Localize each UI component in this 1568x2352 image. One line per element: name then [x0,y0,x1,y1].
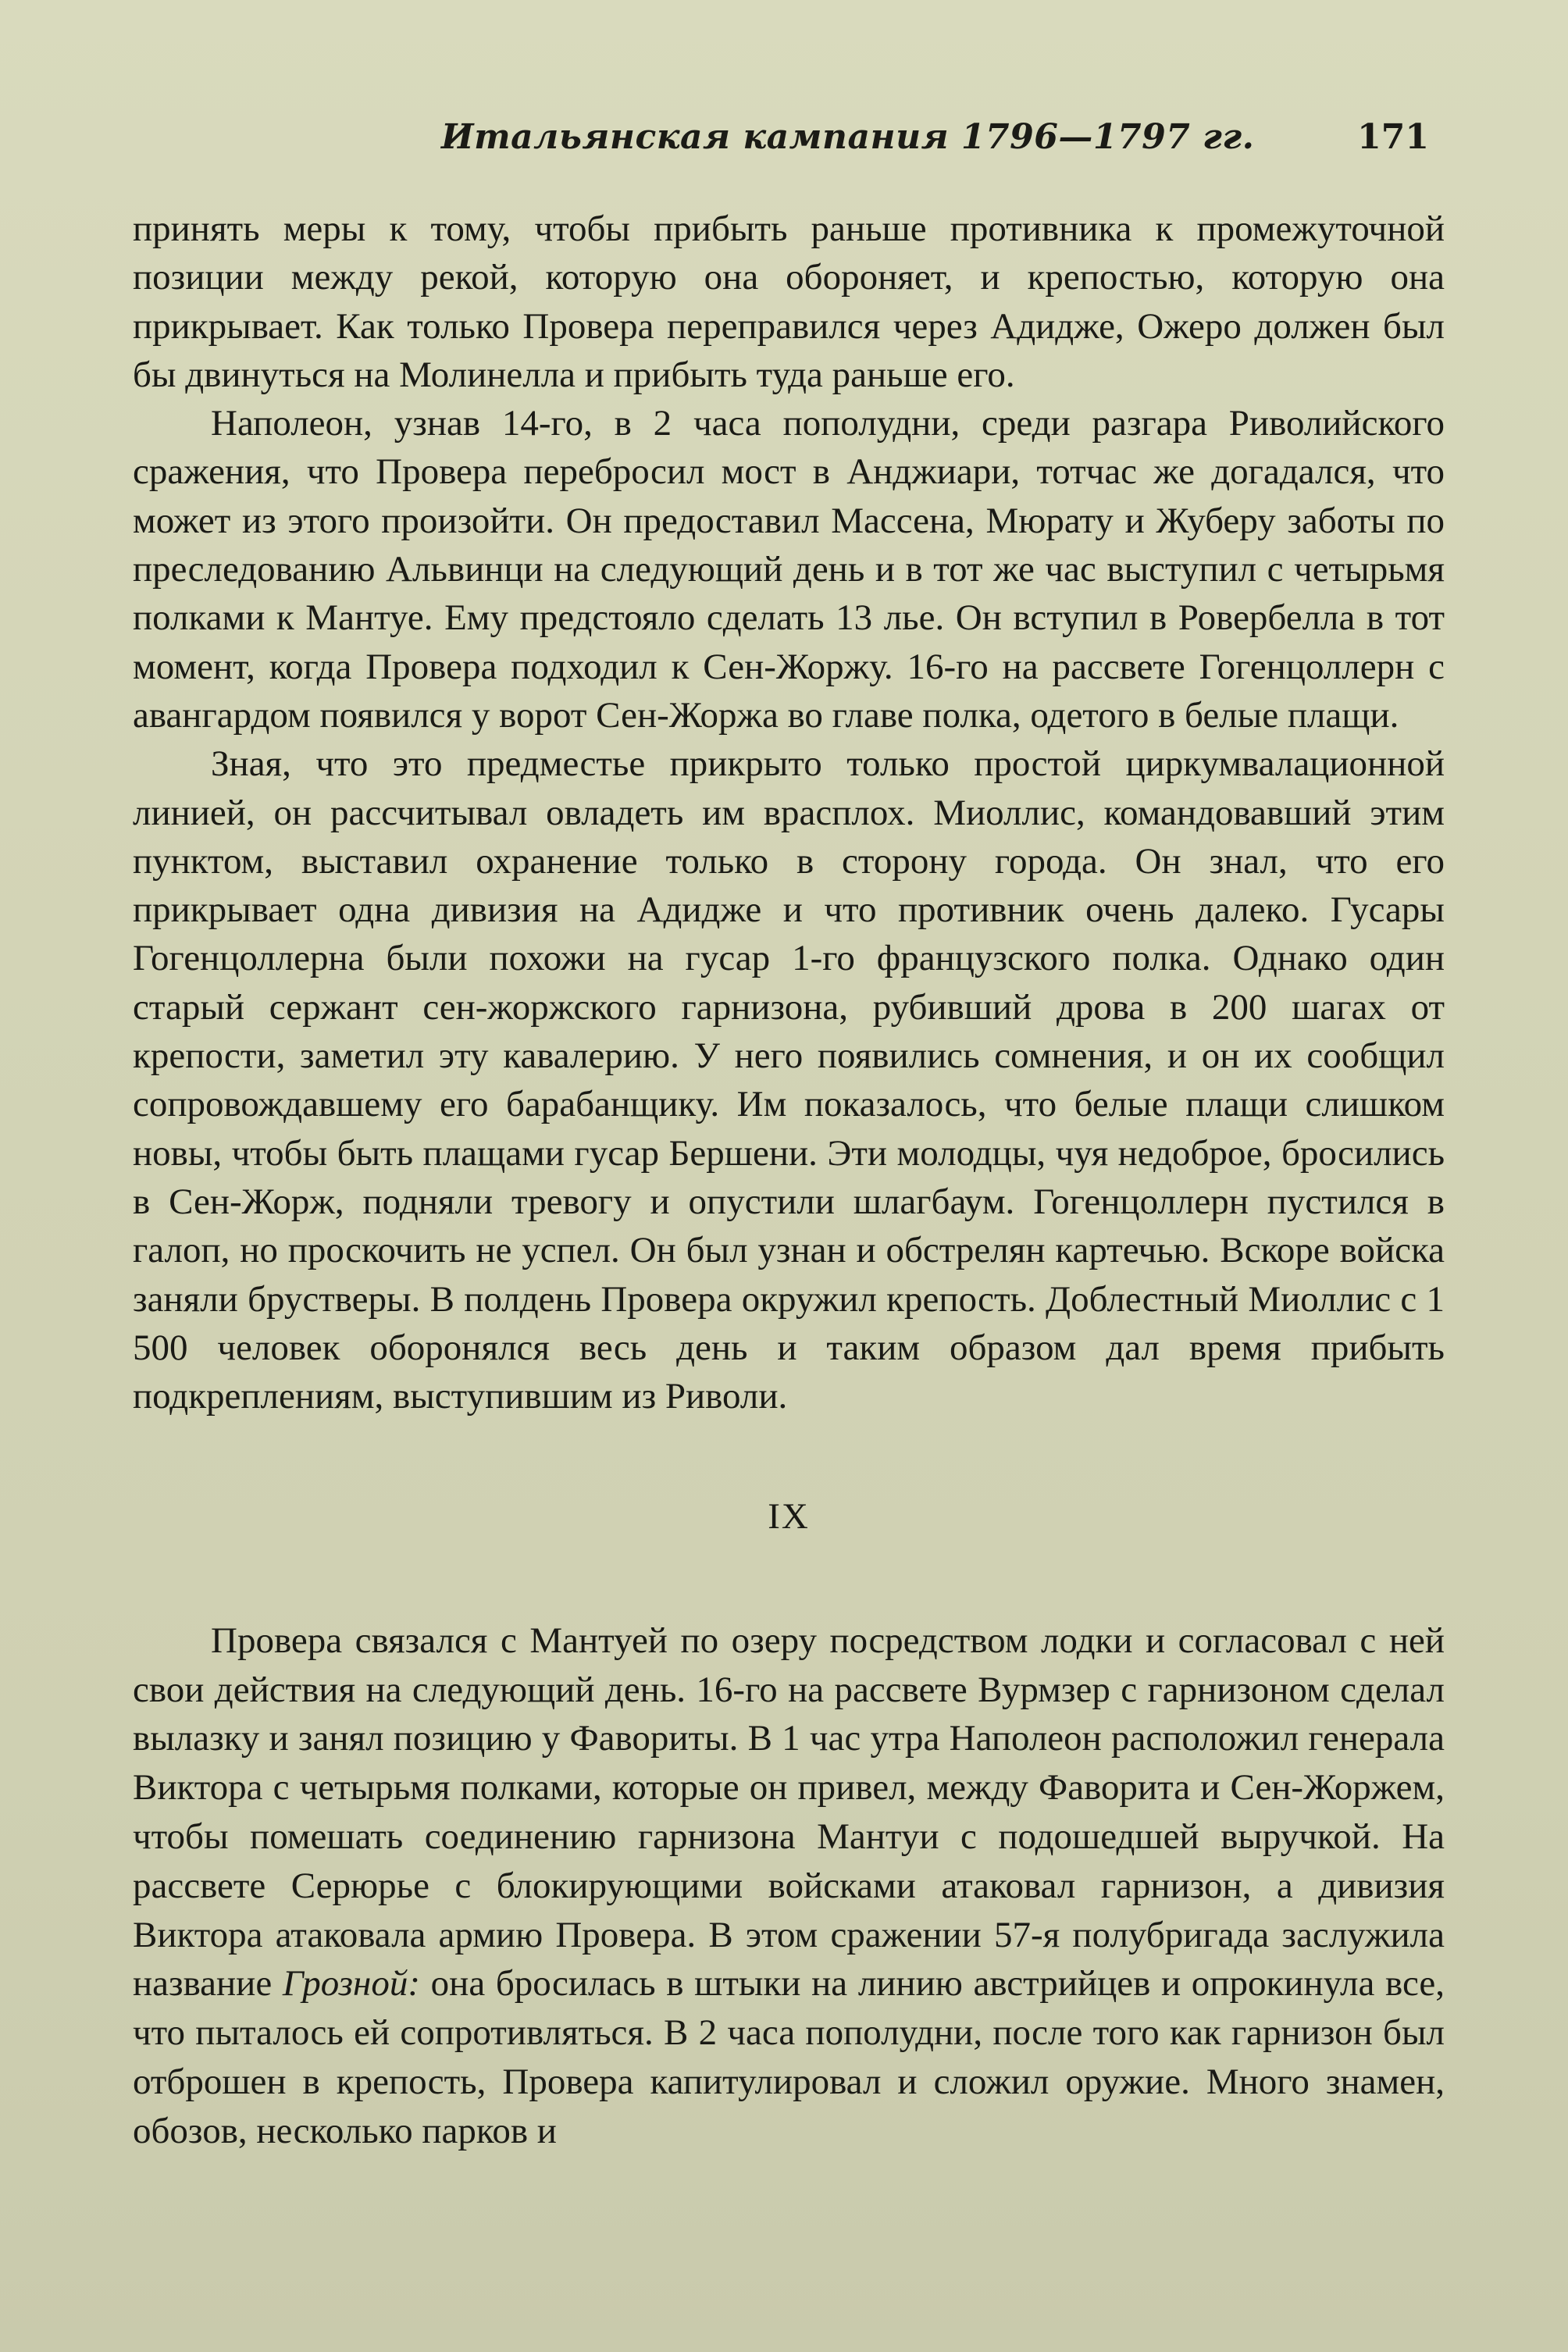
page-number: 171 [1357,117,1429,157]
paragraph-continuation: принять меры к тому, чтобы прибыть раньше противника к промежуточной позиции между рекой, которую она обороняет, и крепостью, которую она прикрывает. Как только Провера переправился через Адидже, Ожеро должен был бы двинуться на Молинелла и прибыть туда раньше его. [133,208,1445,395]
running-header [133,117,1429,164]
running-title: Итальянская кампания 1796—1797 гг. [441,117,1255,157]
paragraph [133,1616,1445,2156]
paragraph-text: Провера связался с Мантуей по озеру посредством лодки и согласовал с ней свои действия на следующий день. 16-го на рассвете Вурмзер с гарнизоном сделал вылазку и занял позицию у Фавориты. В 1 час утра Наполеон расположил генерала Виктора с четырьмя полками, которые он привел, между Фаворита и Сен-Жоржем, чтобы помешать соединению гарнизона Мантуи с подошедшей выручкой. На рассвете Серюрье с блокирующими войсками атаковал гарнизон, а дивизия Виктора атаковала армию Провера. В этом сражении 57-я полубригада заслужила название [133,1620,1445,2005]
italic-term: Грозной: [282,1963,420,2005]
paragraph-text: она бросилась в штыки на линию австрийцев и опрокинула все, что пыталось ей сопротивляться. В 2 часа пополудни, после того как гарнизон был отброшен в крепость, Провера капитулировал и сложил оружие. Много знамен, обозов, несколько парков и [133,1963,1445,2151]
body-text [133,205,1445,2155]
paragraph: Наполеон, узнав 14-го, в 2 часа пополудни, среди разгара Риволийского сражения, что Провера перебросил мост в Анджиари, тотчас же догадался, что может из этого произойти. Он предоставил Массена, Мюрату и Жуберу заботы по преследованию Альвинци на следующий день и в тот же час выступил с четырьмя полками к Мантуе. Ему предстояло сделать 13 лье. Он вступил в Ровербелла в тот момент, когда Провера подходил к Сен-Жоржу. 16-го на рассвете Гогенцоллерн с авангардом появился у ворот Сен-Жоржа во главе полка, одетого в белые плащи. [133,403,1445,736]
section-heading: IX [768,1496,810,1538]
paragraph: Зная, что это предместье прикрыто только простой циркумвалационной линией, он рассчитывал овладеть им врасплох. Миоллис, командовавший этим пунктом, выставил охранение только в сторону города. Он знал, что его прикрывает одна дивизия на Адидже и что противник очень далеко. Гусары Гогенцоллерна были похожи на гусар 1-го французского полка. Однако один старый сержант сен-жоржского гарнизона, рубивший дрова в 200 шагах от крепости, заметил эту кавалерию. У него появились сомнения, и он их сообщил сопровождавшему его барабанщику. Им показалось, что белые плащи слишком новы, чтобы быть плащами гусар Бершени. Эти молодцы, чуя недоброе, бросились в Сен-Жорж, подняли тревогу и опустили шлагбаум. Гогенцоллерн пустился в галоп, но проскочить не успел. Он был узнан и обстрелян картечью. Вскоре войска заняли брустверы. В полдень Провера окружил крепость. Доблестный Миоллис с 1 500 человек оборонялся весь день и таким образом дал время прибыть подкреплениям, выступившим из Риволи. [133,743,1445,1417]
